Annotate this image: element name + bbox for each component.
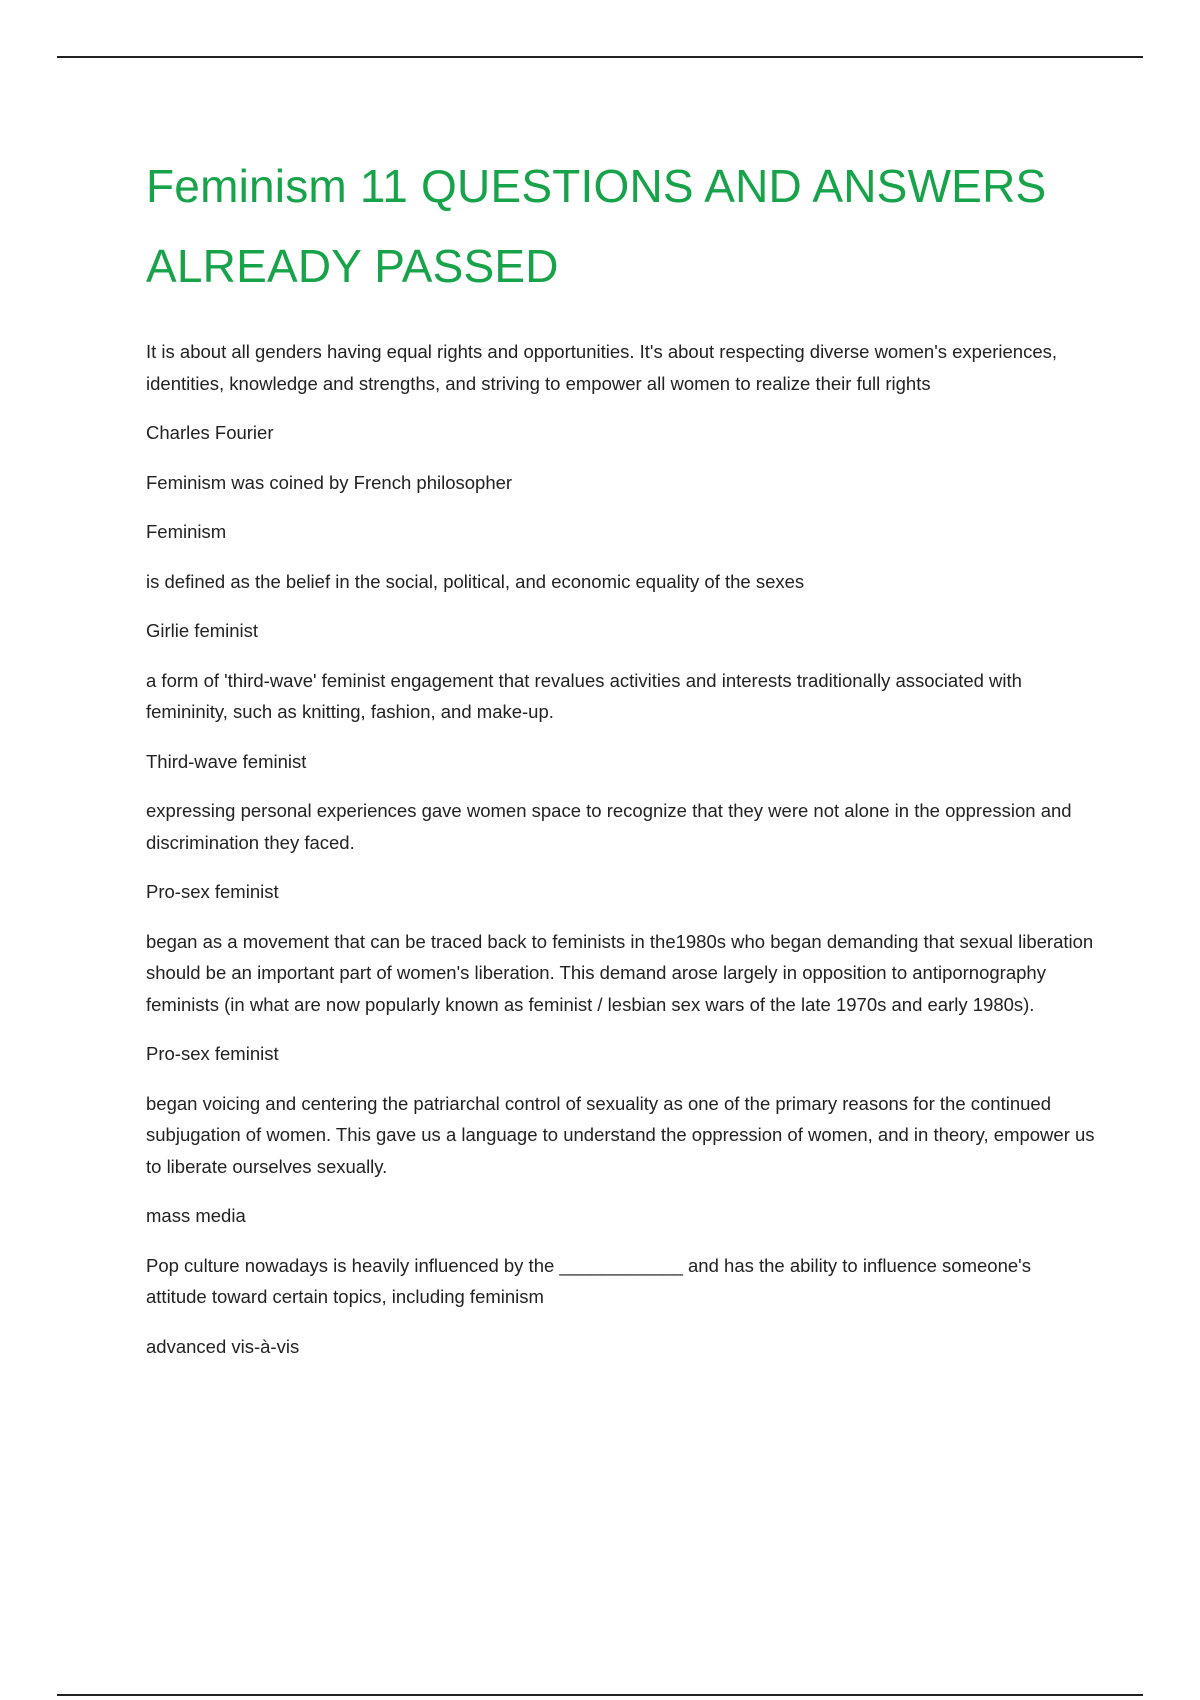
term-paragraph: advanced vis-à-vis bbox=[146, 1335, 300, 1357]
term-paragraph: Third-wave feminist bbox=[146, 750, 307, 772]
bottom-rule bbox=[57, 1694, 1143, 1696]
answer-paragraph: It is about all genders having equal rights and opportunities. It's about respecting diverse women's experiences, identities, knowledge and strengths, and striving to empower all women to realize their full rights bbox=[146, 341, 1058, 394]
answer-paragraph: began as a movement that can be traced back to feminists in the1980s who began demanding that sexual liberation should be an important part of women's liberation. This demand arose largely in opposition to antipornography feminists (in what are now popularly known as feminist / lesbian sex wars of the late 1970s and early 1980s). bbox=[146, 930, 1094, 1015]
answer-paragraph: is defined as the belief in the social, political, and economic equality of the sexes bbox=[146, 570, 805, 592]
answer-paragraph: Feminism was coined by French philosopher bbox=[146, 471, 513, 493]
term-paragraph: Pro-sex feminist bbox=[146, 1043, 279, 1064]
term-paragraph: Girlie feminist bbox=[146, 620, 259, 641]
term-paragraph: mass media bbox=[146, 1205, 246, 1226]
answer-paragraph: began voicing and centering the patriarchal control of sexuality as one of the primary reasons for the continued subjugation of women. This gave us a language to understand the oppression of women, and in theory, empower us to liberate ourselves sexually. bbox=[146, 1092, 1095, 1177]
answer-paragraph: expressing personal experiences gave women space to recognize that they were not alone in the oppression and discrimination they faced. bbox=[146, 800, 1072, 853]
answer-paragraph: a form of 'third-wave' feminist engagement that revalues activities and interests traditionally associated with femininity, such as knitting, fashion, and make-up. bbox=[146, 669, 1022, 722]
document-title: Feminism 11 QUESTIONS AND ANSWERS ALREADY PASSED bbox=[146, 160, 1047, 292]
answer-paragraph: Pop culture nowadays is heavily influenced by the ____________ and has the ability to influence someone's attitude toward certain topics, including feminism bbox=[146, 1254, 1031, 1307]
document-body bbox=[146, 146, 1096, 1380]
term-paragraph: Pro-sex feminist bbox=[146, 881, 279, 902]
term-paragraph: Feminism bbox=[146, 521, 227, 542]
top-rule bbox=[57, 56, 1143, 58]
term-paragraph: Charles Fourier bbox=[146, 422, 274, 443]
